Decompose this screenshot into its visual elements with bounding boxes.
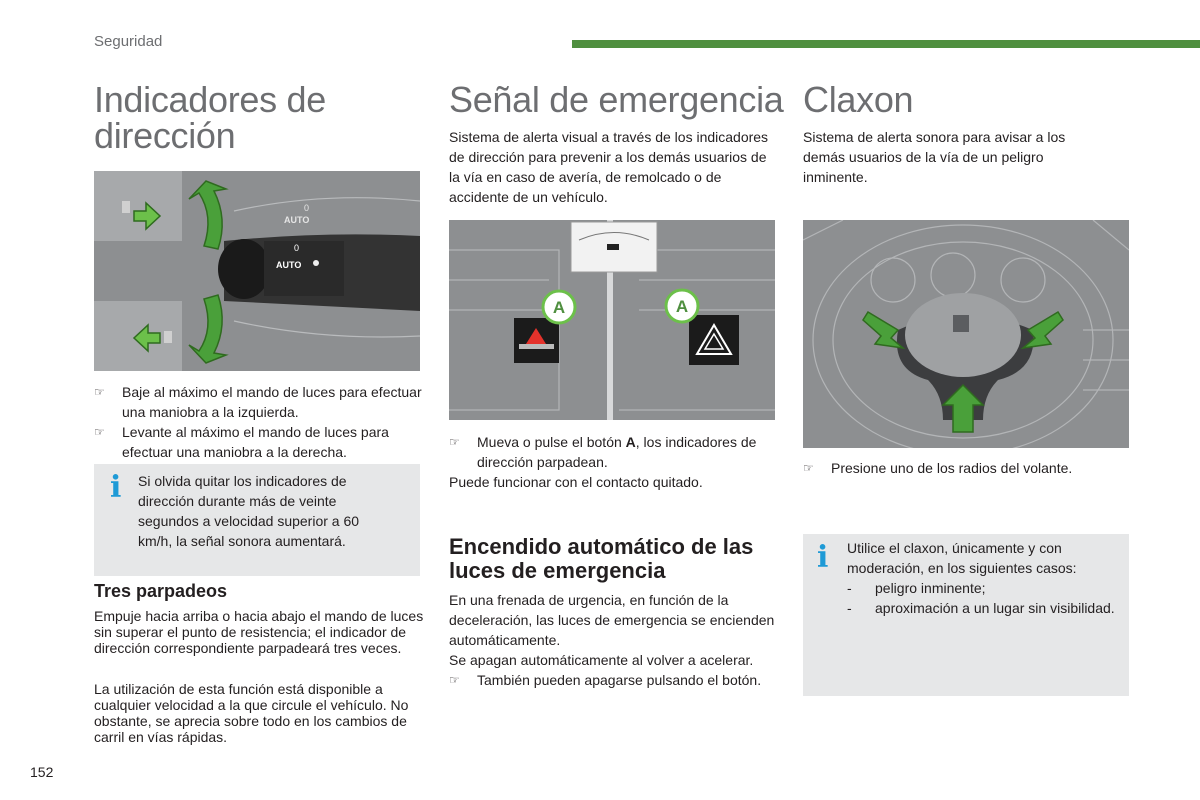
pointing-hand-icon: ☞: [449, 673, 460, 687]
turn-signal-stalk-image: [94, 171, 420, 371]
bullet-item: ☞ Presione uno de los radios del volante.: [803, 460, 1073, 476]
three-flashes-paragraph-2: La utilización de esta función está disponible a cualquier velocidad a la que circule el vehículo. No obstante, se aprecia sobre todo en los cambios de carril en vías rápidas.: [94, 681, 409, 745]
hazard-instructions: [449, 432, 779, 492]
list-item: - peligro inminente;: [847, 580, 986, 596]
steering-wheel-image: [803, 220, 1129, 448]
bullet-item: ☞ Levante al máximo el mando de luces para efectuar una maniobra a la derecha.: [94, 424, 389, 460]
badge-a-right: A: [675, 297, 689, 316]
section-accent-bar: [572, 40, 1200, 48]
info-box-horn: [803, 534, 1129, 696]
title-line-1: Indicadores de: [94, 79, 326, 120]
stalk-label-zero: 0: [294, 243, 300, 253]
bullet-item: ☞ Baje al máximo el mando de luces para efectuar una maniobra a la izquierda.: [94, 384, 422, 420]
pointing-hand-icon: ☞: [803, 461, 814, 475]
hazard-note: Puede funcionar con el contacto quitado.: [449, 474, 703, 490]
pointing-hand-icon: ☞: [94, 425, 105, 439]
hazard-intro: Sistema de alerta visual a través de los indicadores de dirección para prevenir a los demás usuarios de la vía en caso de avería, de remolcado o de accidente de un vehículo.: [449, 129, 769, 205]
badge-a-left: A: [552, 298, 566, 317]
info-text: Si olvida quitar los indicadores de dirección durante más de veinte segundos a velocidad superior a 60 km/h, la señal sonora aumentará.: [138, 473, 360, 549]
stalk-label-zero-top: 0: [304, 203, 310, 213]
three-flashes-paragraph-1: Empuje hacia arriba o hacia abajo el mando de luces sin superar el punto de resistencia; el indicador de dirección correspondiente parpadeará tres veces.: [94, 608, 424, 656]
bullet-item: ☞ También pueden apagarse pulsando el botón.: [449, 672, 762, 688]
horn-info-text: Utilice el claxon, únicamente y con moderación, en los siguientes casos: - peligro inminente; - aproximación a un lugar sin visibilidad.: [847, 538, 1117, 618]
horn-instructions: [803, 458, 1133, 478]
section-label: Seguridad: [94, 33, 163, 50]
stalk-label-auto-top: AUTO: [284, 215, 310, 225]
page-title-turn-signals: [94, 79, 424, 156]
pointing-hand-icon: ☞: [449, 435, 460, 449]
info-icon: i: [110, 470, 122, 505]
subheading-auto-hazard: Encendido automático de las luces de emergencia: [449, 534, 754, 583]
page-number: 152: [30, 764, 54, 780]
turn-signal-instructions: [94, 382, 424, 462]
horn-intro: Sistema de alerta sonora para avisar a los demás usuarios de la vía de un peligro inminente.: [803, 129, 1066, 185]
subheading-three-flashes: Tres parpadeos: [94, 581, 228, 601]
list-item: - aproximación a un lugar sin visibilidad.: [847, 600, 1115, 616]
page-title-horn: Claxon: [803, 79, 914, 120]
info-box-warning: [94, 464, 420, 576]
page-title-hazard-lights: Señal de emergencia: [449, 79, 784, 120]
bullet-item: ☞ Mueva o pulse el botón A, los indicadores de dirección parpadean.: [449, 434, 757, 470]
title-line-2: dirección: [94, 115, 236, 156]
stalk-label-auto: AUTO: [276, 260, 302, 270]
auto-hazard-text: En una frenada de urgencia, en función de la deceleración, las luces de emergencia se encienden automáticamente. Se apagan automáticamente al volver a acelerar. ☞ También pueden apagarse pulsando el botón.: [449, 590, 779, 690]
pointing-hand-icon: ☞: [94, 385, 105, 399]
info-icon: i: [817, 540, 829, 575]
hazard-button-image: [449, 220, 775, 420]
